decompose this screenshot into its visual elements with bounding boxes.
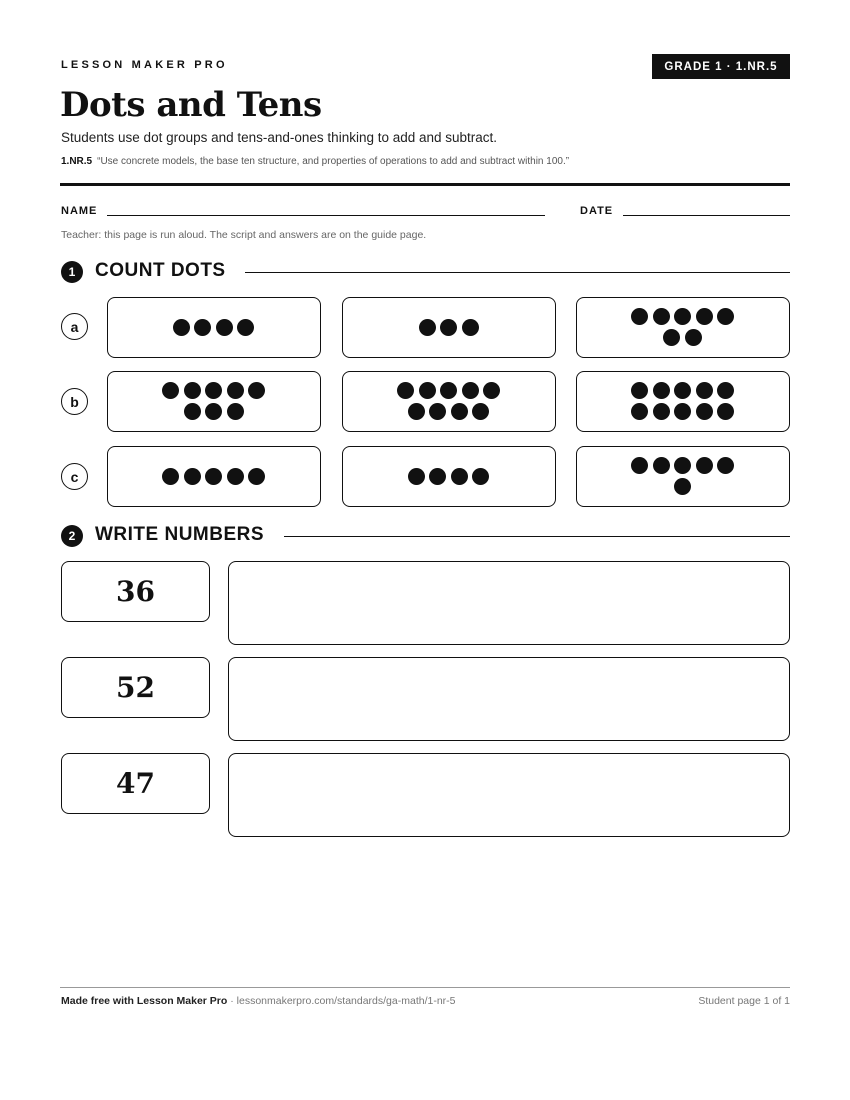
dot [631,308,648,325]
row-label-b: b [61,388,88,415]
footer-divider [60,987,790,988]
dot [419,382,436,399]
row-label-c: c [61,463,88,490]
page-subtitle: Students use dot groups and tens-and-ones thinking to add and subtract. [61,130,498,145]
dot [653,308,670,325]
dot-box[interactable] [107,371,321,432]
footer-credit [61,995,456,1007]
section-1-number-badge: 1 [61,261,83,283]
dot [440,319,457,336]
dot [216,319,233,336]
dot [162,468,179,485]
dot [184,403,201,420]
number-prompt-box: 47 [61,753,210,814]
dot [462,382,479,399]
dot [653,403,670,420]
footer-made-with: Made free with Lesson Maker Pro [61,995,228,1007]
dot [227,468,244,485]
number-prompt-box: 36 [61,561,210,622]
dot [717,403,734,420]
dot [429,403,446,420]
dot-box[interactable] [342,297,556,358]
dot [194,319,211,336]
dot [205,382,222,399]
dot [653,382,670,399]
grade-badge: GRADE 1 · 1.NR.5 [652,54,790,79]
dot [462,319,479,336]
number-prompt-box: 52 [61,657,210,718]
dot [184,382,201,399]
date-field-line[interactable] [623,215,790,216]
dot [653,457,670,474]
answer-box[interactable] [228,561,790,645]
dot [205,403,222,420]
dot [631,457,648,474]
header-divider [60,183,790,186]
dot [248,382,265,399]
dot [227,403,244,420]
dot [717,308,734,325]
dot [696,382,713,399]
date-label: DATE [580,205,614,217]
dot [674,382,691,399]
footer-separator: · [227,995,237,1007]
dot [717,457,734,474]
dot [429,468,446,485]
dot [717,382,734,399]
dot [685,329,702,346]
dot-box[interactable] [107,446,321,507]
dot [173,319,190,336]
brand-name: LESSON MAKER PRO [61,59,228,71]
row-label-a: a [61,313,88,340]
dot [674,308,691,325]
dot-box[interactable] [576,297,790,358]
dot [472,403,489,420]
dot [397,382,414,399]
dot [248,468,265,485]
dot [162,382,179,399]
dot [696,308,713,325]
dot [408,468,425,485]
section-2-title: WRITE NUMBERS [95,524,265,545]
dot [205,468,222,485]
name-field-line[interactable] [107,215,545,216]
name-label: NAME [61,205,98,217]
section-2-rule [284,536,790,537]
dot-box[interactable] [342,371,556,432]
dot [451,403,468,420]
dot-box[interactable] [342,446,556,507]
dot [483,382,500,399]
teacher-note: Teacher: this page is run aloud. The script and answers are on the guide page. [61,229,427,241]
dot-box[interactable] [576,446,790,507]
dot-box[interactable] [576,371,790,432]
dot [237,319,254,336]
dot-box[interactable] [107,297,321,358]
dot [184,468,201,485]
dot [472,468,489,485]
dot [674,478,691,495]
dot [451,468,468,485]
dot [419,319,436,336]
dot [696,457,713,474]
dot [674,403,691,420]
dot [663,329,680,346]
section-2-number-badge: 2 [61,525,83,547]
dot [696,403,713,420]
dot [631,382,648,399]
answer-box[interactable] [228,753,790,837]
standard-text: “Use concrete models, the base ten structure, and properties of operations to add and subtract within 100.” [97,156,570,167]
dot [227,382,244,399]
answer-box[interactable] [228,657,790,741]
section-1-title: COUNT DOTS [95,260,226,281]
dot [674,457,691,474]
standard-code: 1.NR.5 [61,156,93,167]
footer-url-link[interactable]: lessonmakerpro.com/standards/ga-math/1-nr-5 [236,995,456,1007]
standard-line [61,156,569,167]
page-title: Dots and Tens [60,85,322,125]
footer-page-number: Student page 1 of 1 [698,995,790,1007]
section-1-rule [245,272,790,273]
dot [631,403,648,420]
dot [408,403,425,420]
dot [440,382,457,399]
